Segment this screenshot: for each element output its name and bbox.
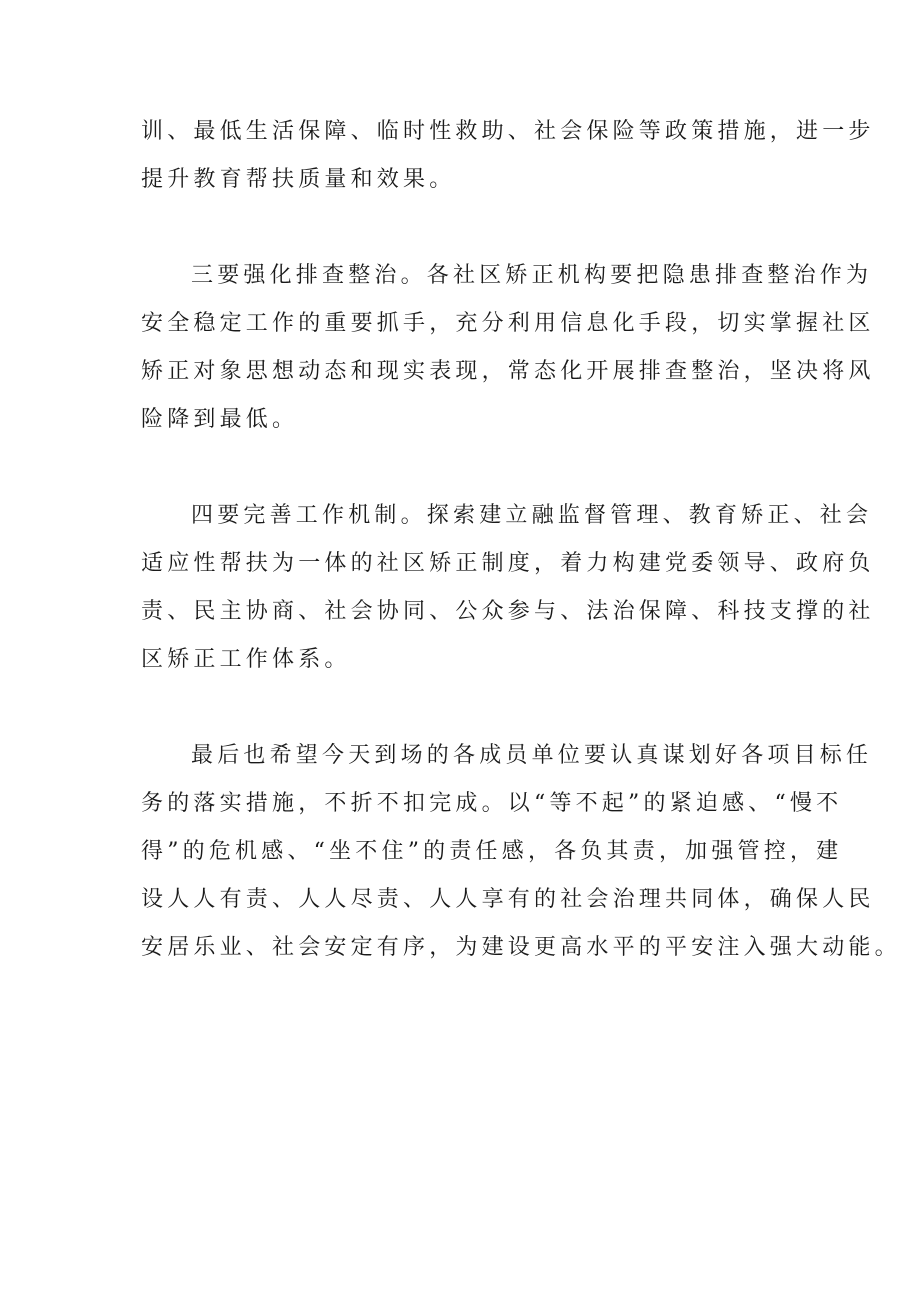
text-line: 最后也希望今天到场的各成员单位要认真谋划好各项目标任 bbox=[191, 743, 873, 768]
text-line: 险降到最低。 bbox=[141, 407, 299, 432]
text-line: 适应性帮扶为一体的社区矫正制度，着力构建党委领导、政府负 bbox=[141, 551, 875, 576]
text-line: 得”的危机感、“坐不住”的责任感，各负其责，加强管控，建 bbox=[141, 839, 843, 864]
text-line: 三要强化排查整治。各社区矫正机构要把隐患排查整治作为 bbox=[191, 263, 873, 288]
text-line: 训、最低生活保障、临时性救助、社会保险等政策措施，进一步 bbox=[141, 119, 875, 144]
text-line: 设人人有责、人人尽责、人人享有的社会治理共同体，确保人民 bbox=[141, 887, 875, 912]
text-line: 矫正对象思想动态和现实表现，常态化开展排查整治，坚决将风 bbox=[141, 359, 875, 384]
paragraph-point-three bbox=[141, 252, 875, 444]
paragraph-closing bbox=[141, 732, 901, 972]
text-line: 区矫正工作体系。 bbox=[141, 647, 351, 672]
text-line: 安全稳定工作的重要抓手，充分利用信息化手段，切实掌握社区 bbox=[141, 311, 875, 336]
text-line: 务的落实措施，不折不扣完成。以“等不起”的紧迫感、“慢不 bbox=[141, 791, 843, 816]
text-line: 安居乐业、社会安定有序，为建设更高水平的平安注入强大动能。 bbox=[141, 935, 901, 960]
text-line: 四要完善工作机制。探索建立融监督管理、教育矫正、社会 bbox=[191, 503, 873, 528]
paragraph-point-four bbox=[141, 492, 875, 684]
text-line: 责、民主协商、社会协同、公众参与、法治保障、科技支撑的社 bbox=[141, 599, 875, 624]
paragraph-continuation bbox=[141, 108, 875, 204]
text-line: 提升教育帮扶质量和效果。 bbox=[141, 167, 456, 192]
